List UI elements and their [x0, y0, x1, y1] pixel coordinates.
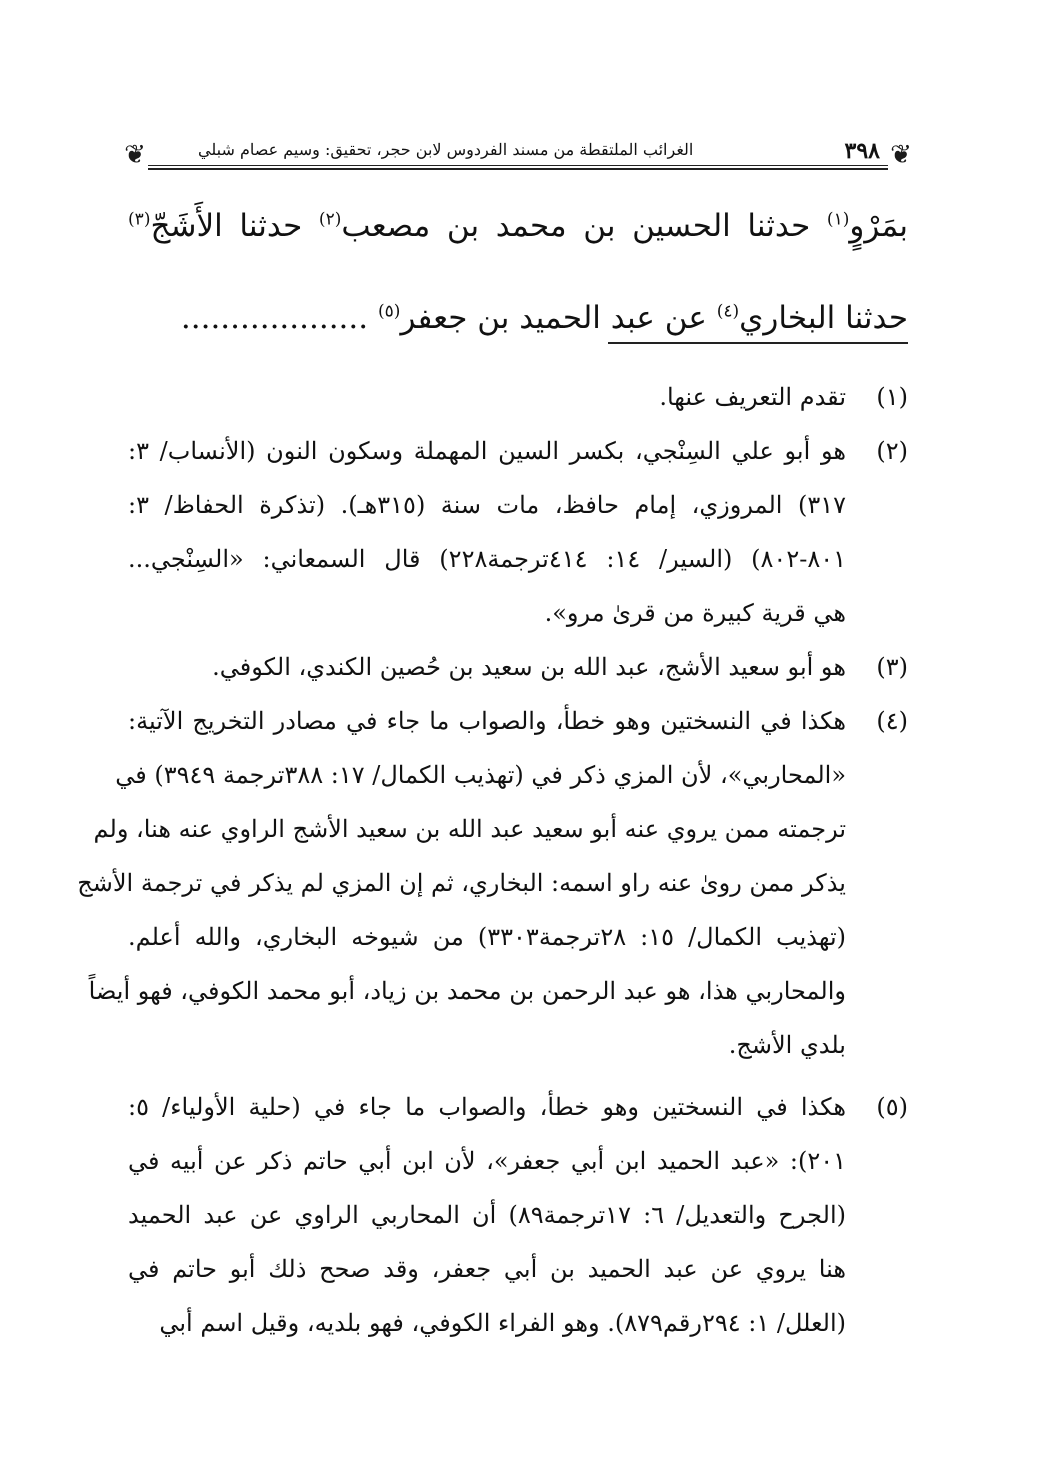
page-number: ٣٩٨	[844, 138, 880, 164]
footnote-body	[128, 1080, 846, 1350]
main-text-line: بمَرْوٍ$^{(١)}$ حدثنا الحسين بن محمد بن مصعب$^{(٢)}$ حدثنا الأَشَجّ$^{(٣)}$	[128, 208, 908, 244]
footnote-item	[77, 694, 908, 1072]
main-text	[128, 180, 908, 364]
footnote-line: (الجرح والتعديل/ ٦: ١٧ترجمة٨٩) أن المحاربي الراوي عن عبد الحميد	[128, 1201, 846, 1229]
footnote-number: (١)	[876, 383, 908, 411]
footnotes	[77, 370, 908, 1350]
footnote-line: تقدم التعريف عنها.	[659, 383, 846, 411]
footnote-line: هي قرية كبيرة من قرىٰ مرو».	[544, 599, 846, 627]
header-rule-thin	[148, 165, 888, 166]
footnote-body	[128, 370, 846, 424]
footnote-body	[128, 424, 846, 640]
footnote-number: (٣)	[876, 653, 908, 681]
running-title: الغرائب الملتقطة من مسند الفردوس لابن حجر، تحقيق: وسيم عصام شبلي	[198, 140, 694, 159]
footnote-line: ٢٠١): «عبد الحميد ابن أبي جعفر»، لأن ابن أبي حاتم ذكر عن أبيه في	[128, 1147, 846, 1175]
footnote-line: (تهذيب الكمال/ ١٥: ٢٨ترجمة٣٣٠٣) من شيوخه البخاري، والله أعلم.	[128, 923, 847, 951]
footnote-line: والمحاربي هذا، هو عبد الرحمن بن محمد بن زياد، أبو محمد الكوفي، فهو أيضاً	[88, 977, 846, 1005]
header-rule	[148, 168, 888, 170]
footnote-line: هو أبو علي السِنْجي، بكسر السين المهملة وسكون النون (الأنساب/ ٣:	[128, 437, 846, 465]
footnote-line: بلدي الأشج.	[728, 1031, 846, 1059]
footnote-line: هنا يروي عن عبد الحميد بن أبي جعفر، وقد صحح ذلك أبو حاتم في	[128, 1255, 846, 1283]
footnote-body	[77, 694, 847, 1072]
main-text-line: حدثنا البخاري$^{(٤)}$ عن عبد الحميد بن جعفر$^{(٥)}$ ...................	[180, 300, 908, 336]
footnote-number: (٥)	[876, 1093, 908, 1121]
footnote-line: «المحاربي»، لأن المزي ذكر في (تهذيب الكمال/ ١٧: ٣٨٨ترجمة ٣٩٤٩) في	[115, 761, 846, 789]
floral-ornament-icon: ❦	[890, 140, 912, 170]
page-header	[124, 130, 912, 170]
footnote-item	[128, 424, 908, 640]
footnote-number: (٤)	[876, 707, 908, 735]
footnote-line: هو أبو سعيد الأشج، عبد الله بن سعيد بن حُصين الكندي، الكوفي.	[212, 653, 846, 681]
footnote-item	[128, 1080, 908, 1350]
footnote-line: هكذا في النسختين وهو خطأ، والصواب ما جاء في مصادر التخريج الآتية:	[128, 707, 846, 735]
footnote-item	[128, 640, 908, 694]
footnote-item	[128, 370, 908, 424]
footnote-line: يذكر ممن روىٰ عنه راو اسمه: البخاري، ثم إن المزي لم يذكر في ترجمة الأشج	[77, 869, 846, 897]
footnote-number: (٢)	[876, 437, 908, 465]
footnote-line: (العلل/ ١: ٢٩٤رقم٨٧٩). وهو الفراء الكوفي، فهو بلديه، وقيل اسم أبي	[159, 1309, 846, 1337]
floral-ornament-icon: ❦	[124, 140, 146, 170]
footnote-line: ٨٠١-٨٠٢) (السير/ ١٤: ٤١٤ترجمة٢٢٨) قال السمعاني: «السِنْجي...	[128, 545, 846, 573]
footnote-line: ٣١٧) المروزي، إمام حافظ، مات سنة (٣١٥هـ). (تذكرة الحفاظ/ ٣:	[128, 491, 846, 519]
footnote-line: هكذا في النسختين وهو خطأ، والصواب ما جاء في (حلية الأولياء/ ٥:	[128, 1093, 847, 1121]
footnote-separator	[608, 342, 908, 344]
footnote-line: ترجمته ممن يروي عنه أبو سعيد عبد الله بن سعيد الأشج الراوي عنه هنا، ولم	[93, 815, 846, 843]
footnote-body	[128, 640, 846, 694]
